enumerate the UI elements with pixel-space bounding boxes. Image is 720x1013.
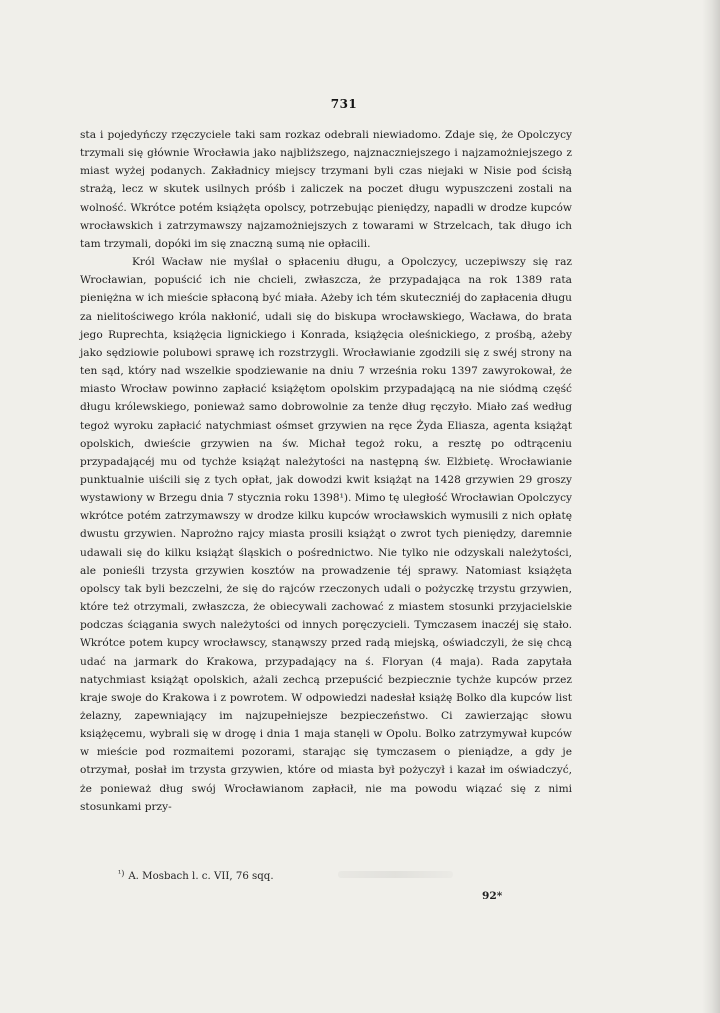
body-text: [80, 126, 572, 816]
footnote: [118, 869, 274, 882]
footnote-mark: ¹): [118, 869, 125, 878]
footnote-text: A. Mosbach l. c. VII, 76 sqq.: [128, 871, 274, 882]
page-edge-shadow: [702, 0, 720, 1013]
page-number: 731: [330, 97, 358, 111]
printer-signature: 92*: [482, 890, 503, 902]
ink-bleed-through: [338, 871, 453, 878]
paragraph: sta i pojedyńczy rzęczyciele taki sam rozkaz odebrali niewiadomo. Zdaje się, że Opolczycy trzymali się głównie Wrocławia jako najbliższego, najznaczniejszego i najzamożniejszego z miast wyżej podanych. Zakładnicy miejscy trzymani byli czas niejaki w Nisie pod ścisłą strażą, lecz w skutek usilnych próśb i zaliczek na poczet długu wypuszczeni zostali na wolność. Wkrótce potém książęta opolscy, potrzebując pieniędzy, napadli w drodze kupców wrocławskich i zatrzymawszy najzamożniejszych z towarami w Strzelcach, tak długo ich tam trzymali, dopóki im się znaczną sumą nie opłacili.: [80, 129, 572, 250]
paragraph: Król Wacław nie myślał o spłaceniu długu, a Opolczycy, uczepiwszy się raz Wrocławian, popuścić ich nie chcieli, zwłaszcza, że przypadająca na rok 1389 rata pieniężna w ich mieście spłaconą być miała. Ażeby ich tém skuteczniéj do zapłacenia długu za nielitościwego króla nakłonić, udali się do biskupa wrocławskiego, Wacława, do brata jego Ruprechta, książęcia lignickiego i Konrada, książęcia oleśnickiego, z prośbą, ażeby jako sędziowie polubowi sprawę ich rozstrzygli. Wrocławianie zgodzili się z swéj strony na ten sąd, który nad wszelkie spodziewanie na dniu 7 września roku 1397 zawyrokował, że miasto Wrocław powinno zapłacić książętom opolskim przypadającą na nie siódmą część długu królewskiego, ponieważ samo dobrowolnie za tenże dług ręczyło. Miało zaś według tegoż wyroku zapłacić natychmiast ośmset grzywien na ręce Żyda Eliasza, agenta książąt opolskich, dwieście grzywien na św. Michał tegoż roku, a resztę po odtrąceniu przypadającéj mu od tychże książąt należytości na następną św. Elżbietę. Wrocławianie punktualnie uiścili się z tych opłat, jak dowodzi kwit książąt na 1428 grzywien 29 groszy wystawiony w Brzegu dnia 7 stycznia roku 1398¹). Mimo tę uległość Wrocławian Opolczycy wkrótce potém zatrzymawszy w drodze kilku kupców wrocławskich wymusili z nich opłatę dwustu grzywien. Naprożno rajcy miasta prosili książąt o zwrot tych pieniędzy, daremnie udawali się do kilku książąt śląskich o pośrednictwo. Nie tylko nie odzyskali należytości, ale ponieśli trzysta grzywien kosztów na prowadzenie téj sprawy. Natomiast książęta opolscy tak byli bezczelni, że się do rajców rzeczonych udali o pożyczkę trzystu grzywien, które też otrzymali, zwłaszcza, że obiecywali zachować z miastem stosunki przyjacielskie podczas ściągania swych należytości od innych poręczycieli. Tymczasem inaczéj się stało. Wkrótce potem kupcy wrocławscy, stanąwszy przed radą miejską, oświadczyli, że się chcą udać na jarmark do Krakowa, przypadający na ś. Floryan (4 maja). Rada zapytała natychmiast książąt opolskich, ażali zechcą przepuścić bezpiecznie tychże kupców przez kraje swoje do Krakowa i z powrotem. W odpowiedzi nadesłał książę Bolko dla kupców list żelazny, zapewniający im najzupełniejsze bezpieczeństwo. Ci zawierzając słowu książęcemu, wybrali się w drogę i dnia 1 maja stanęli w Opolu. Bolko zatrzymywał kupców w mieście pod rozmaitemi pozorami, starając się tymczasem o pieniądze, a gdy je otrzymał, posłał im trzysta grzywien, które od miasta był pożyczył i kazał im oświadczyć, że ponieważ dług swój Wrocławianom zapłacił, nie ma powodu wiązać się z nimi stosunkami przy-: [80, 256, 572, 813]
